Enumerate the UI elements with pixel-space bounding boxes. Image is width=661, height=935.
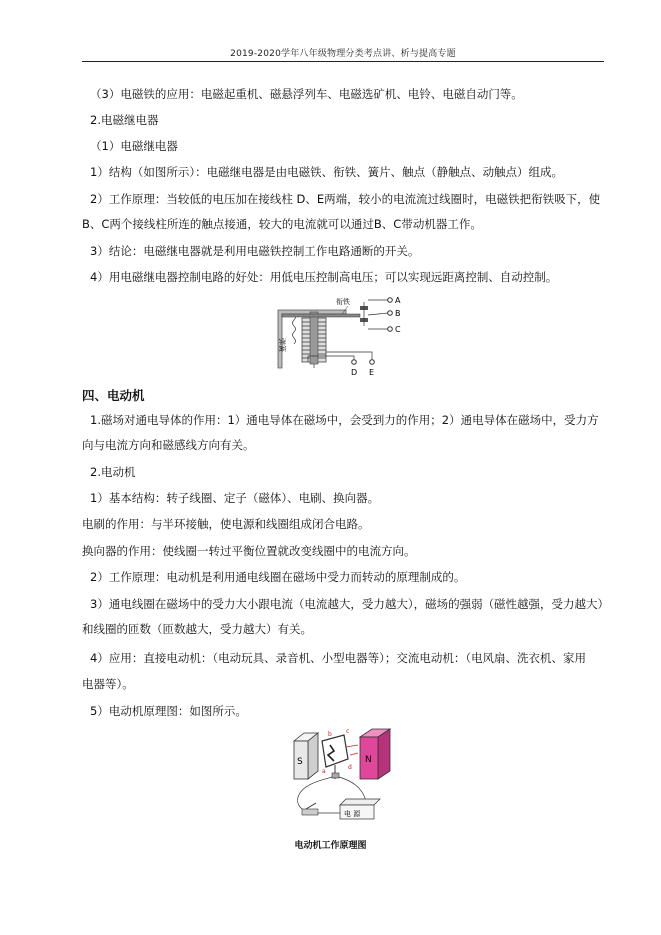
coil-label-a: a [322, 768, 326, 775]
terminal-c-label: C [395, 325, 401, 334]
n-pole-label: N [365, 755, 372, 765]
paragraph: （3）电磁铁的应用：电磁起重机、磁悬浮列车、电磁选矿机、电铃、电磁自动门等。 [90, 87, 523, 101]
page-header: 2019-2020学年八年级物理分类考点讲、析与提高专题 [230, 49, 456, 59]
battery-label: 电 源 [344, 810, 361, 818]
paragraph: 3）通电线圈在磁场中的受力大小跟电流（电流越大，受力越大），磁场的强弱（磁性越强，受力越大） [90, 597, 610, 611]
paragraph: 4）应用：直接电动机：（电动玩具、录音机、小型电器等）；交流电动机：（电风扇、洗衣机、家用 [90, 651, 587, 665]
figure-caption: 电动机工作原理图 [294, 841, 367, 851]
paragraph: 换向器的作用：使线圈一转过平衡位置就改变线圈中的电流方向。 [82, 544, 416, 558]
armature-label: 衔铁 [336, 298, 350, 306]
subheading: 2.电动机 [90, 465, 136, 479]
coil-label-b: b [328, 731, 332, 738]
coil-label-d: d [348, 764, 352, 771]
motor-diagram [288, 727, 394, 829]
subheading: （1）电磁继电器 [90, 139, 178, 153]
paragraph: 电刷的作用：与半环接触，使电源和线圈组成闭合电路。 [82, 517, 370, 531]
paragraph: 1）结构（如图所示）：电磁继电器是由电磁铁、衔铁、簧片、触点（静触点、动触点）组成。 [90, 165, 564, 179]
coil-label-c: c [346, 728, 350, 735]
paragraph: 2）工作原理：当较低的电压加在接线柱 D、E两端，较小的电流流过线圈时，电磁铁把衔铁吸下，使 [90, 192, 601, 206]
section-heading: 四、电动机 [82, 388, 145, 403]
paragraph: 3）结论：电磁继电器就是利用电磁铁控制工作电路通断的开关。 [90, 244, 420, 258]
paragraph: 4）用电磁继电器控制电路的好处：用低电压控制高电压；可以实现远距离控制、自动控制。 [90, 270, 558, 284]
s-pole-label: S [297, 757, 303, 767]
paragraph: 1）基本结构：转子线圈、定子（磁体）、电刷、换向器。 [90, 491, 380, 505]
paragraph: 和线圈的匝数（匝数越大，受力越大）有关。 [82, 622, 312, 636]
terminal-e-label: E [369, 368, 375, 377]
paragraph: 2）工作原理：电动机是利用通电线圈在磁场中受力而转动的原理制成的。 [90, 570, 466, 584]
subheading: 2.电磁继电器 [90, 113, 159, 127]
paragraph: 向与电流方向和磁感线方向有关。 [82, 438, 255, 452]
relay-diagram [268, 292, 410, 378]
terminal-a-label: A [395, 296, 401, 305]
paragraph: B、C两个接线柱所连的触点接通，较大的电流就可以通过B、C带动机器工作。 [82, 217, 482, 231]
paragraph: 1.磁场对通电导体的作用：1）通电导体在磁场中，会受到力的作用；2）通电导体在磁场中，受力方 [90, 413, 599, 427]
spring-label: 弹簧 [278, 338, 286, 352]
header-divider [82, 61, 604, 62]
paragraph: 电器等）。 [82, 677, 134, 691]
terminal-d-label: D [351, 368, 358, 377]
paragraph: 5）电动机原理图：如图所示。 [90, 704, 247, 718]
terminal-b-label: B [395, 309, 401, 318]
